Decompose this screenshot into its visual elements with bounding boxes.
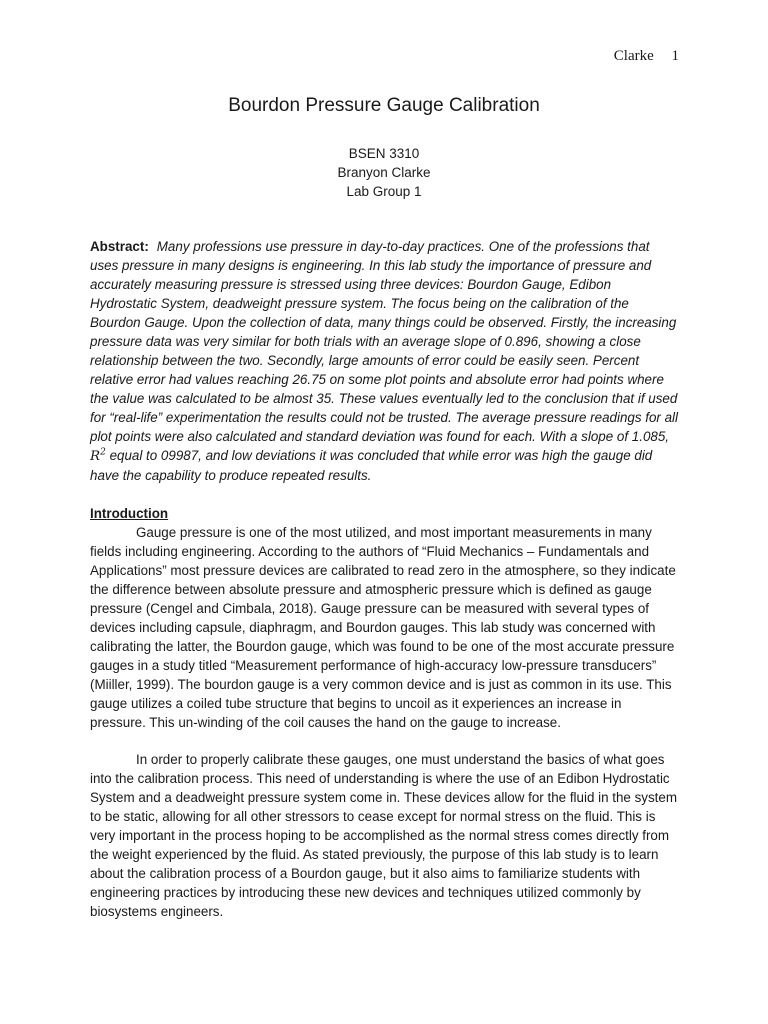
abstract-text-part-2: equal to 09987, and low deviations it was concluded that while error was high the gauge did have the capability to produce repeated results. (90, 448, 653, 483)
introduction-paragraph-2 (90, 750, 680, 921)
lab-group: Lab Group 1 (346, 184, 422, 199)
introduction-heading: Introduction (90, 506, 169, 521)
r-squared-letter: R (90, 449, 101, 464)
r-squared-symbol (90, 449, 106, 464)
title-meta-block (0, 144, 768, 201)
document-title: Bourdon Pressure Gauge Calibration (228, 95, 540, 116)
introduction-paragraph-1-text: Gauge pressure is one of the most utilized, and most important measurements in many fields including engineering. According to the authors of “Fluid Mechanics – Fundamentals and Applications” most pressure devices are calibrated to read zero in the atmosphere, so they indicate the difference between absolute pressure and atmospheric pressure which is defined as gauge pressure (Cengel and Cimbala, 2018). Gauge pressure can be measured with several types of devices including capsule, diaphragm, and Bourdon gauges. This lab study was concerned with calibrating the latter, the Bourdon gauge, which was found to be one of the most accurate pressure gauges in a study titled “Measurement performance of high-accuracy low-pressure transducers” (Miiller, 1999). The bourdon gauge is a very common device and is just as common in its use. This gauge utilizes a coiled tube structure that begins to uncoil as it experiences an increase in pressure. This un-winding of the coil causes the hand on the gauge to increase. (90, 525, 676, 730)
abstract-label: Abstract: (90, 239, 149, 254)
running-header (614, 47, 679, 65)
abstract-text-part-1: Many professions use pressure in day-to-day practices. One of the professions that uses pressure in many designs is engineering. In this lab study the importance of pressure and accurately measuring pressure is stressed using three devices: Bourdon Gauge, Edibon Hydrostatic System, deadweight pressure system. The focus being on the calibration of the Bourdon Gauge. Upon the collection of data, many things could be observed. Firstly, the increasing pressure data was very similar for both trials with an average slope of 0.896, showing a close relationship between the two. Secondly, large amounts of error could be easily seen. Percent relative error had values reaching 26.75 on some plot points and absolute error had points where the value was calculated to be almost 35. These values eventually led to the conclusion that if used for “real-life” experimentation the results could not be trusted. The average pressure readings for all plot points were also calculated and standard deviation was found for each. With a slope of 1.085, (90, 239, 678, 444)
header-author: Clarke (613, 48, 654, 64)
abstract-paragraph (90, 237, 680, 485)
introduction-paragraph-1 (90, 523, 680, 732)
r-squared-exponent: 2 (100, 447, 106, 458)
page-number: 1 (671, 48, 679, 64)
author-name: Branyon Clarke (337, 165, 431, 180)
course-code: BSEN 3310 (348, 146, 420, 161)
introduction-paragraph-2-text: In order to properly calibrate these gauges, one must understand the basics of what goes into the calibration process. This need of understanding is where the use of an Edibon Hydrostatic System and a deadweight pressure system come in. These devices allow for the fluid in the system to be static, allowing for all other stressors to cease except for normal stress on the fluid. This is very important in the process hoping to be accomplished as the normal stress comes directly from the weight experienced by the fluid. As stated previously, the purpose of this lab study is to learn about the calibration process of a Bourdon gauge, but it also aims to familiarize students with engineering practices by introducing these new devices and techniques utilized commonly by biosystems engineers. (90, 752, 677, 919)
